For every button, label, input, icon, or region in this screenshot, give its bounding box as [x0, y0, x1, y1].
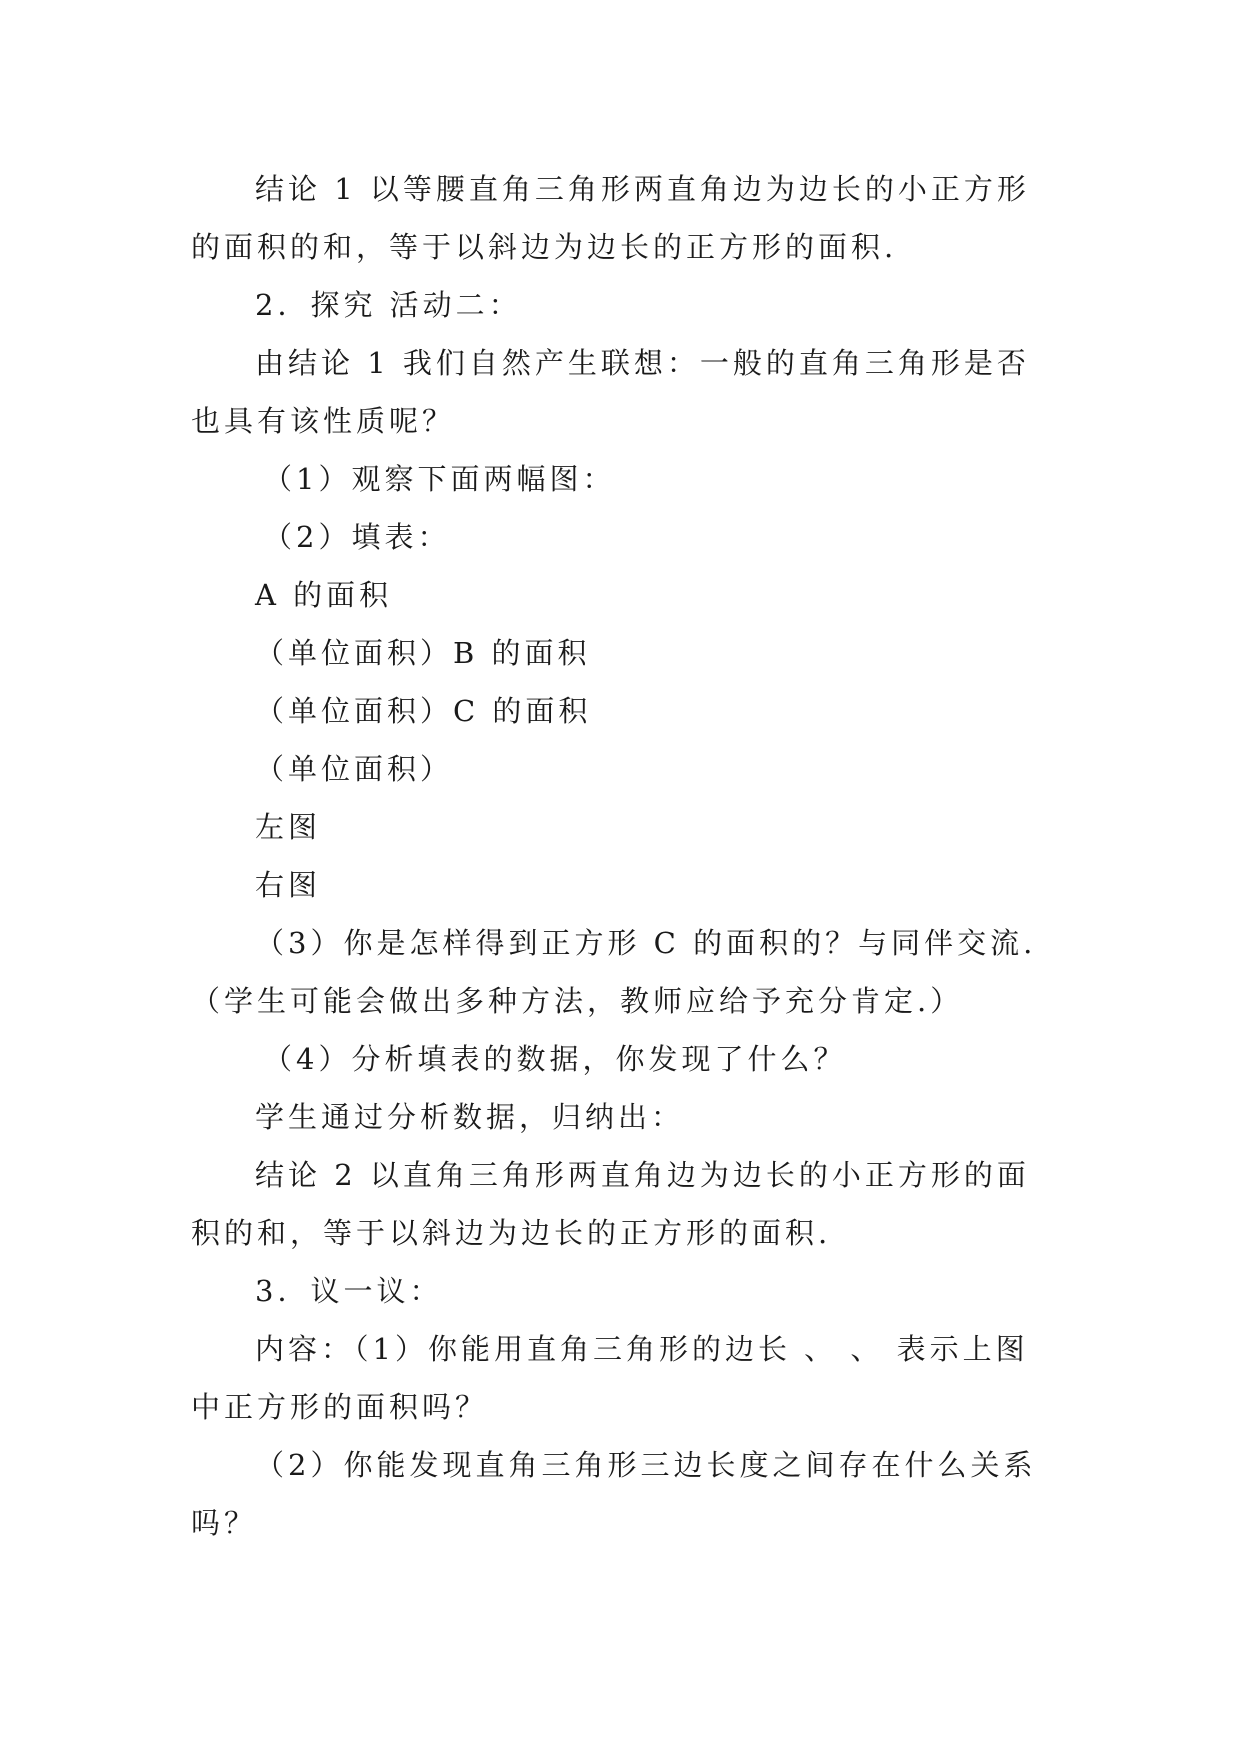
right-figure-line: 右图: [255, 868, 322, 902]
step-2-paragraph: （2）填表：: [263, 520, 451, 554]
conclusion-1-paragraph: 结论 1 以等腰直角三角形两直角边为边长的小正方形的面积的和，等于以斜边为边长的正方形的面积.: [191, 172, 1030, 264]
step-1-paragraph: （1）观察下面两幅图：: [263, 462, 616, 496]
document-body: [191, 160, 1051, 1552]
discuss-content-1-paragraph: 内容：（1）你能用直角三角形的边长 、 、 表示上图中正方形的面积吗？: [191, 1332, 1029, 1424]
association-paragraph: 由结论 1 我们自然产生联想：一般的直角三角形是否也具有该性质呢？: [191, 346, 1030, 438]
table-b-line: （单位面积）B 的面积: [255, 636, 591, 670]
left-figure-line: 左图: [255, 810, 322, 844]
table-c-line: （单位面积）C 的面积: [255, 694, 592, 728]
conclusion-2-paragraph: 结论 2 以直角三角形两直角边为边长的小正方形的面积的和，等于以斜边为边长的正方形的面积.: [191, 1158, 1030, 1250]
student-summary-paragraph: 学生通过分析数据，归纳出：: [255, 1100, 685, 1134]
table-a-line: A 的面积: [255, 578, 393, 612]
activity-2-heading: 2．探究 活动二：: [255, 288, 522, 322]
discuss-heading: 3．议一议：: [255, 1274, 443, 1308]
step-4-paragraph: （4）分析填表的数据，你发现了什么？: [263, 1042, 847, 1076]
table-unit-line: （单位面积）: [255, 752, 454, 786]
discuss-content-2-paragraph: （2）你能发现直角三角形三边长度之间存在什么关系吗？: [191, 1448, 1037, 1540]
step-3-paragraph: （3）你是怎样得到正方形 C 的面积的？与同伴交流.（学生可能会做出多种方法，教师应给予充分肯定.）: [191, 926, 1037, 1018]
